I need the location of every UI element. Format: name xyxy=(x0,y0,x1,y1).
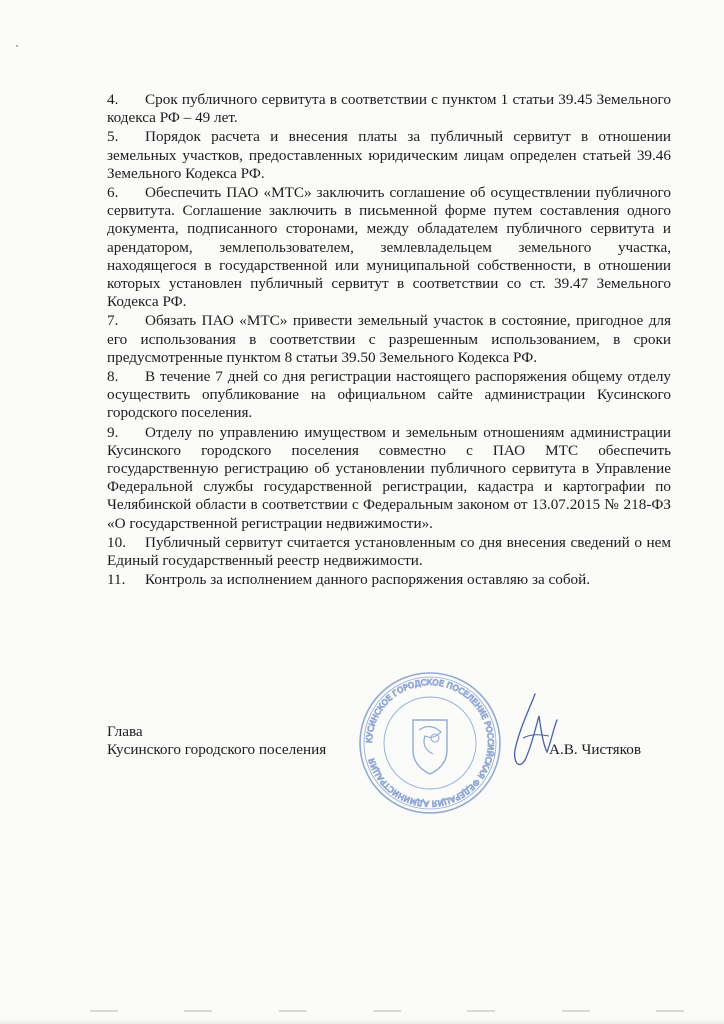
paragraph-11: 11. Контроль за исполнением данного распоряжения оставляю за собой. xyxy=(107,571,591,589)
paragraph-9: 9. Отделу по управлению имуществом и земельным отношениям администрации Кусинского городского поселения совместно с ПАО МТС обеспечить государственную регистрацию об установлении публичного сервитута в Управление Федеральной службы государственной регистрации, кадастра и картографии по Челябинской области в соответствии с Федеральным законом от 13.07.2015 № 218-ФЗ «О государственной регистрации недвижимости». xyxy=(107,423,671,532)
handwritten-signature xyxy=(505,690,565,780)
paragraph-8: 8. В течение 7 дней со дня регистрации настоящего распоряжения общему отделу осуществить опубликование на официальном сайте администрации Кусинского городского поселения. xyxy=(107,368,671,422)
paragraph-5: 5. Порядок расчета и внесения платы за публичный сервитут в отношении земельных участков, предоставленных юридическим лицам определен статьей 39.46 Земельного Кодекса РФ. xyxy=(107,128,671,182)
paragraph-6: 6. Обеспечить ПАО «МТС» заключить соглашение об осуществлении публичного сервитута. Соглашение заключить в письменной форме путем составления одного документа, подписанного сторонами, между обладателем публичного сервитута и арендатором, землепользователем, землевладельцем земельного участка, находящегося в государственной или муниципальной собственности, в отношении которых установлен публичный сервитут в соответствии со ст. 39.47 Земельного Кодекса РФ. xyxy=(107,184,671,311)
signatory-title: Глава Кусинского городского поселения xyxy=(107,723,327,759)
paragraph-4: 4. Срок публичного сервитута в соответствии с пунктом 1 статьи 39.45 Земельного кодекса РФ – 49 лет. xyxy=(107,91,671,127)
signatory-name: А.В. Чистяков xyxy=(549,741,642,758)
paragraph-7: 7. Обязать ПАО «МТС» привести земельный участок в состояние, пригодное для его использования в соответствии с разрешенным использованием, в сроки предусмотренные пунктом 8 статьи 39.50 Земельного Кодекса РФ. xyxy=(107,312,671,366)
scan-speck xyxy=(16,45,18,47)
seal-text: КУСИНСКОЕ ГОРОДСКОЕ ПОСЕЛЕНИЕ РОССИЙСКАЯ ФЕДЕРАЦИЯ АДМИНИСТРАЦИЯ xyxy=(364,677,496,809)
page-edge xyxy=(0,1018,724,1024)
official-seal xyxy=(355,668,505,818)
document-body xyxy=(107,91,671,590)
paragraph-10: 10. Публичный сервитут считается установленным со дня внесения сведений о нем Единый государственный реестр недвижимости. xyxy=(107,533,671,570)
svg-text:КУСИНСКОЕ ГОРОДСКОЕ ПОСЕЛЕНИЕ xyxy=(365,678,497,808)
scan-bottom-marks xyxy=(90,1010,684,1016)
